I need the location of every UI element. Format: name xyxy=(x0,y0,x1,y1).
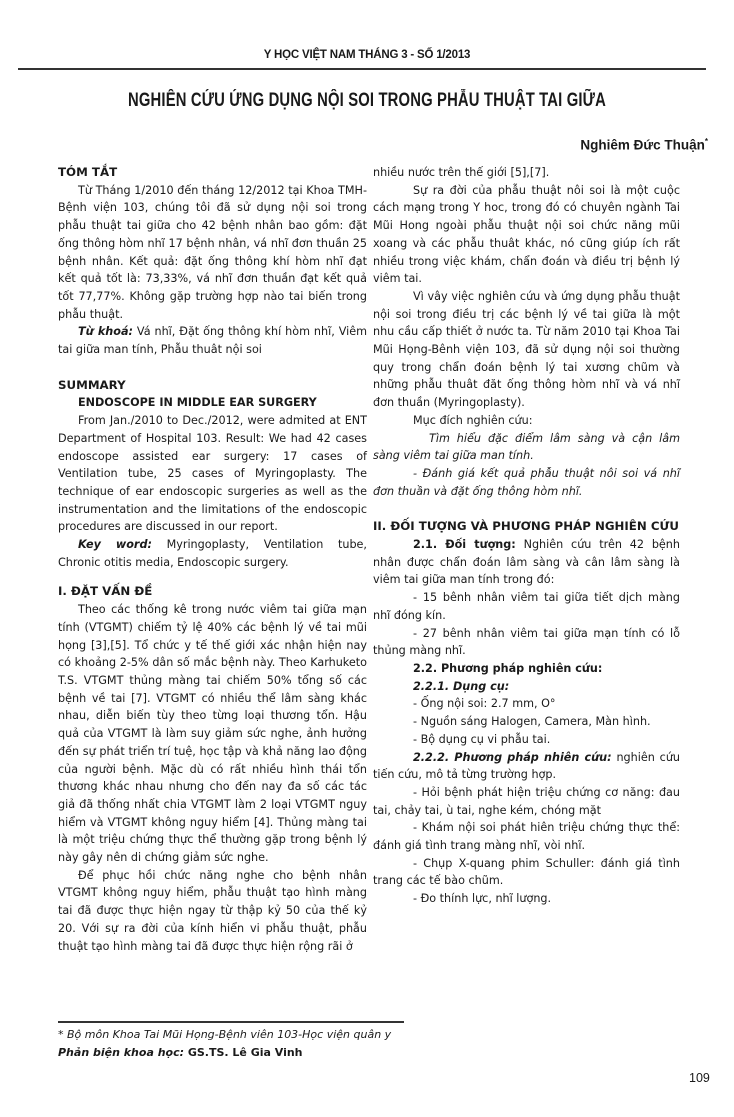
section1-paragraph: Theo các thống kê trong nước viêm tai giữa mạn tính (VTGMT) chiếm tỷ lệ 40% các bệnh lý về tai mũi họng [3],[5]. Tổ chức y tế thế giới xác nhận hiện nay có khoảng 2-5% dân số mắc bệnh này. Theo Karhuketo T.S. VTGMT thủng màng tai chiếm 50% tổng số các bệnh về tai [7]. VTGMT có nhiều thể lâm sàng khác nhau, diễn biến tùy theo từng loại thương tổn. Hậu quả của VTGMT là làm suy giảm sức nghe, ảnh hưởng đến sự phát triển trí tuệ, học tập và khả năng lao động của người bệnh. Mặc dù có rất nhiều hình thái tổn thương khác nhau nhưng cho đến nay đa số các tác giả đã thống nhất chia VTGMT làm 2 loại VTGMT nguy hiểm và VTGMT không nguy hiểm [4]. Thủng màng tai là một triệu chứng thực thể thường gặp trong bệnh lý này gây nên di chứng giảm sức nghe. xyxy=(58,603,367,865)
s222-item: - Khám nội soi phát hiên triệu chứng thực thể: đánh giá tình trang màng nhĩ, vòi nhĩ. xyxy=(373,821,680,853)
s221-heading: 2.2.1. Dụng cụ: xyxy=(413,679,510,693)
s222-paragraph xyxy=(373,749,680,784)
s21-item: - 27 bênh nhân viêm tai giữa mạn tính có lỗ thủng màng nhĩ. xyxy=(373,626,680,658)
s21-text: Nghiên cứu trên 42 bệnh nhân được chẩn đoán lâm sàng và cân lâm sàng là viêm tai giữa man tính trong đó: xyxy=(373,538,680,587)
s221-item: - Bộ dụng cụ vi phẫu tai. xyxy=(413,732,551,746)
s21-label: 2.1. Đối tượng: xyxy=(413,538,516,552)
s222-item: - Hỏi bệnh phát hiện triệu chứng cơ năng: đau tai, chảy tai, ù tai, nghe kém, chóng mặt xyxy=(373,785,680,817)
s222-label: 2.2.2. Phương pháp nhiên cứu: xyxy=(413,750,612,764)
footnote-rule xyxy=(58,1021,404,1023)
header-rule xyxy=(18,68,706,70)
section1-paragraph: Vì vây việc nghiên cứu và ứng dụng phẫu thuật nội soi trong điều trị các bệnh lý về tai giữa là một nhu cầu cấp thiết ở nước ta. Từ năm 2010 tại Khoa Tai Mũi Họng-Bênh viện 103, đã sử dụng nội soi thường quy trong chẩn đoán bệnh lý tai xương chũm và những phẫu thuât đăt ống thông hòm nhĩ và vá nhĩ đơn thuần (Myringoplasty). xyxy=(373,289,680,410)
author-mark: * xyxy=(704,137,708,146)
author-name: Nghiêm Đức Thuận xyxy=(580,137,705,153)
tomtat-keywords xyxy=(58,323,367,358)
s221-item: - Ống nội soi: 2.7 mm, O° xyxy=(413,697,556,711)
tomtat-heading: TÓM TẮT xyxy=(58,165,118,179)
section1-paragraph: Sự ra đời của phẫu thuật nôi soi là một cuộc cách mạng trong Y hoc, trong đó có chuyên ngành Tai Mũi Hong ngoài phẫu thuật nội soi chức năng mũi xoang và các phẫu thuât khác, nó cũng giúp ích rất nhiều trong việc khám, chẩn đoán và điều trị bệnh lý viêm tai. xyxy=(373,183,680,286)
s21-item: - 15 bênh nhân viêm tai giữa tiết dịch màng nhĩ đóng kín. xyxy=(373,591,680,622)
s222-item: - Đo thính lực, nhĩ lượng. xyxy=(413,892,552,906)
article-title: NGHIÊN CỨU ỨNG DỤNG NỘI SOI TRONG PHẪU THUẬT TAI GIỮA xyxy=(128,90,606,111)
s222-item: - Chụp X-quang phim Schuller: đánh giá tình trang các tế bào chũm. xyxy=(373,856,680,888)
continuation-line: nhiều nước trên thế giới [5],[7]. xyxy=(373,166,550,179)
tomtat-body: Từ Tháng 1/2010 đến tháng 12/2012 tại Khoa TMH-Bệnh viện 103, chúng tôi đã sử dụng nội soi trong phẫu thuật tai giữa cho 42 bệnh nhân bao gồm: đặt ống thông hòm nhĩ 17 bệnh nhân, vá nhĩ đơn thuần 25 bệnh nhân. Kết quả: đặt ống thông khí hòm nhĩ đạt kết quả tốt là: 73,33%, vá nhĩ đơn thuần đạt kết quả tốt 77,77%. Không gặp trường hợp nào tai biến trong phẫu thuật. xyxy=(58,183,367,321)
s222-text: nghiên cứu tiến cứu, mô tả từng trường hợp. xyxy=(373,750,680,782)
summary-keywords xyxy=(58,536,367,571)
summary-title: ENDOSCOPE IN MIDDLE EAR SURGERY xyxy=(78,396,317,410)
summary-heading: SUMMARY xyxy=(58,377,126,392)
aim-item: Tìm hiểu đặc điểm lâm sàng và cận lâm sàng viêm tai giữa man tính. xyxy=(373,431,680,463)
s21-paragraph xyxy=(373,536,680,589)
section2-heading: II. ĐỐI TƯỢNG VÀ PHƯƠNG PHÁP NGHIÊN CỨU xyxy=(373,519,679,534)
summary-keywords-label: Key word: xyxy=(78,538,152,552)
footnote-reviewer xyxy=(58,1046,303,1059)
author xyxy=(580,137,708,153)
reviewer-label: Phản biện khoa học: xyxy=(58,1046,185,1059)
s221-item: - Nguồn sáng Halogen, Camera, Màn hình. xyxy=(413,715,651,729)
tomtat-keywords-label: Từ khoá: xyxy=(78,325,133,339)
aim-label: Mục đích nghiên cứu: xyxy=(413,413,533,427)
section1-heading: I. ĐẶT VẤN ĐỀ xyxy=(58,584,153,599)
section1-paragraph: Để phục hồi chức năng nghe cho bệnh nhân VTGMT không nguy hiểm, phẫu thuật tạo hình màng tai đã được thực hiện ngay từ thập kỷ 50 của thế kỷ 20. Với sự ra đời của kính hiển vi phẫu thuật, phẫu thuật tạo hình màng tai đã được thực hiện rộng rãi ở xyxy=(58,868,367,953)
aim-item: - Đánh giá kết quả phẫu thuật nôi soi vá nhĩ đơn thuần và đặt ống thông hòm nhĩ. xyxy=(373,466,680,498)
page-number: 109 xyxy=(689,1071,710,1085)
reviewer-name: GS.TS. Lê Gia Vinh xyxy=(184,1046,303,1059)
tomtat-keywords-text: Vá nhĩ, Đặt ống thông khí hòm nhĩ, Viêm tai giữa man tính, Phẫu thuât nội soi xyxy=(58,325,367,357)
summary-body: From Jan./2010 to Dec./2012, were admited at ENT Department of Hospital 103. Result: We had 42 cases endoscope assisted ear surgery: 17 cases of Ventilation tube, 25 cases of Myringoplasty. The technique of ear endoscopic surgeries as well as the instrumentation and the limitations of the endoscopic procedures are discussed in our report. xyxy=(58,414,367,534)
s22-heading: 2.2. Phương pháp nghiên cứu: xyxy=(413,661,603,675)
journal-header: Y HỌC VIỆT NAM THÁNG 3 - SỐ 1/2013 xyxy=(263,49,471,61)
right-column-content xyxy=(373,164,680,908)
footnote-affiliation: * Bộ môn Khoa Tai Mũi Họng-Bệnh viên 103-Học viện quân y xyxy=(58,1028,392,1041)
left-column xyxy=(58,164,367,955)
summary-keywords-text: Myringoplasty, Ventilation tube, Chronic otitis media, Endoscopic surgery. xyxy=(58,538,367,569)
